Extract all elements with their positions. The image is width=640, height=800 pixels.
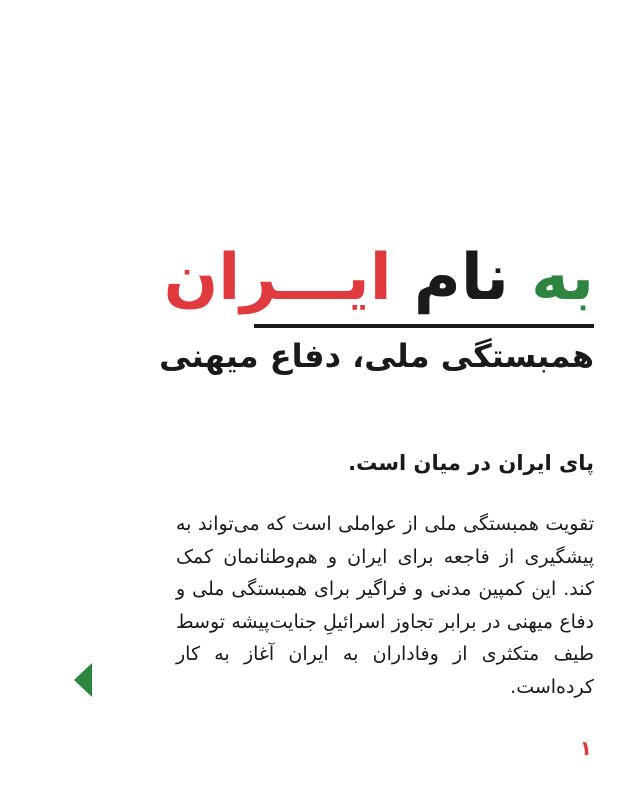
logo-word-nam: نام xyxy=(413,241,509,315)
logo-subtitle: همبستگی ملی، دفاع میهنی xyxy=(159,337,594,375)
logo-divider xyxy=(254,324,594,328)
previous-page-arrow-icon[interactable] xyxy=(74,663,92,697)
page-number: ۱ xyxy=(579,736,592,760)
section-heading: پای ایران در میان است. xyxy=(348,451,594,475)
logo-word-iran: ایـــران xyxy=(163,241,392,315)
logo-title xyxy=(164,242,594,314)
body-paragraph: تقویت همبستگی ملی از عواملی است که می‌تواند به پیشگیری از فاجعه برای ایران و هم‌وطنانمان کمک کند. این کمپین مدنی و فراگیر برای همبستگی ملی و دفاع میهنی در برابر تجاوز اسرائیلِ جنایت‌پیشه توسط طیف متکثری از وفاداران به ایران آغاز به کار کرده‌است. xyxy=(176,513,594,698)
campaign-logo xyxy=(159,241,594,387)
logo-word-be: به xyxy=(531,241,594,315)
